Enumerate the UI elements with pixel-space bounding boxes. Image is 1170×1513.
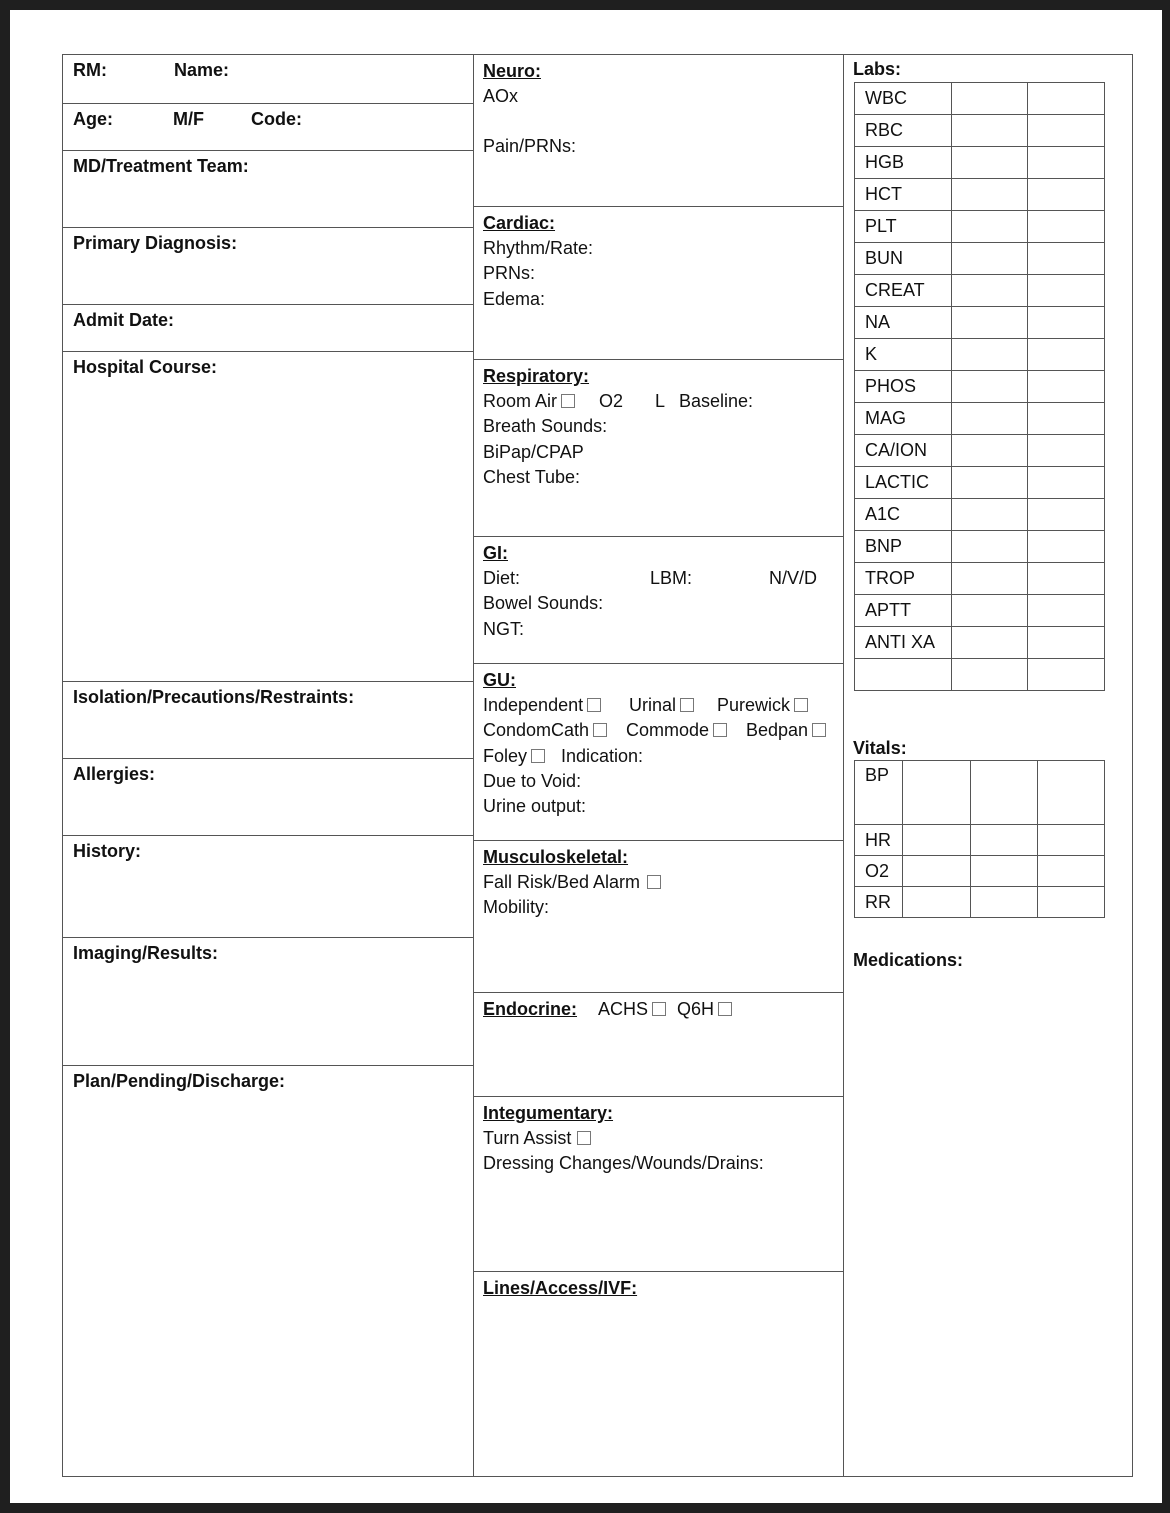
neuro-heading: Neuro: [483, 61, 541, 81]
urinal-label: Urinal [629, 695, 677, 715]
foley-label: Foley [483, 745, 528, 766]
lab-value-cell[interactable] [1028, 563, 1105, 595]
integumentary-heading: Integumentary: [483, 1103, 614, 1123]
lab-value-cell[interactable] [1028, 659, 1105, 691]
gu-heading: GU: [483, 670, 516, 690]
lines-heading: Lines/Access/IVF: [483, 1278, 638, 1298]
lab-value-cell[interactable] [1028, 467, 1105, 499]
pain-label: Pain/PRNs: [483, 136, 577, 157]
lab-name-cell: TROP [855, 563, 952, 595]
vital-value-cell[interactable] [970, 825, 1037, 856]
gi-heading: GI: [483, 543, 508, 563]
urinal-checkbox[interactable] [680, 698, 694, 712]
lab-value-cell[interactable] [951, 211, 1028, 243]
vital-name-cell: BP [855, 761, 903, 825]
lab-value-cell[interactable] [1028, 83, 1105, 115]
lab-value-cell[interactable] [1028, 211, 1105, 243]
lab-value-cell[interactable] [951, 147, 1028, 179]
musculoskeletal-section [474, 841, 843, 993]
baseline-label: Baseline: [679, 391, 754, 411]
lab-value-cell[interactable] [1028, 115, 1105, 147]
code-label: Code: [251, 109, 302, 129]
systems-column [473, 54, 844, 1477]
rhythm-label: Rhythm/Rate: [483, 238, 594, 258]
q6h-item [677, 997, 732, 1022]
lab-value-cell[interactable] [1028, 595, 1105, 627]
diet-line [483, 566, 843, 591]
vital-row [855, 856, 1105, 887]
lab-name-cell: RBC [855, 115, 952, 147]
lab-row [855, 403, 1105, 435]
lab-value-cell[interactable] [951, 371, 1028, 403]
gu-line-1 [483, 693, 843, 718]
report-sheet [10, 10, 1162, 1503]
endocrine-section [474, 993, 843, 1097]
hospital-course-section [63, 352, 473, 682]
fall-risk-line [483, 870, 843, 895]
lab-row [855, 531, 1105, 563]
bowel-sounds-label: Bowel Sounds: [483, 593, 604, 614]
imaging-label: Imaging/Results: [73, 943, 219, 963]
chest-tube-label: Chest Tube: [483, 466, 581, 487]
md-team-section [63, 151, 473, 228]
lab-value-cell[interactable] [1028, 435, 1105, 467]
vitals-table [854, 760, 1105, 918]
lab-row [855, 467, 1105, 499]
breath-sounds-label: Breath Sounds: [483, 416, 608, 437]
vital-value-cell[interactable] [1037, 887, 1104, 918]
vital-value-cell[interactable] [1037, 825, 1104, 856]
turn-assist-checkbox[interactable] [577, 1131, 591, 1145]
lab-row [855, 435, 1105, 467]
aox-label: AOx [483, 86, 519, 106]
lab-value-cell[interactable] [951, 467, 1028, 499]
lab-value-cell[interactable] [1028, 243, 1105, 275]
lab-value-cell[interactable] [951, 339, 1028, 371]
lab-value-cell[interactable] [1028, 339, 1105, 371]
lab-row [855, 179, 1105, 211]
cardiac-section [474, 207, 843, 360]
indication-label: Indication: [561, 745, 644, 766]
lab-name-cell: CREAT [855, 275, 952, 307]
lab-name-cell: K [855, 339, 952, 371]
patient-info-column [62, 54, 473, 1477]
edema-label: Edema: [483, 288, 546, 309]
admit-date-section [63, 305, 473, 352]
lab-name-cell: A1C [855, 499, 952, 531]
lab-value-cell[interactable] [951, 595, 1028, 627]
lab-value-cell[interactable] [951, 115, 1028, 147]
lab-row [855, 243, 1105, 275]
allergies-section [63, 759, 473, 836]
independent-checkbox[interactable] [587, 698, 601, 712]
mobility-label: Mobility: [483, 897, 550, 918]
vital-value-cell[interactable] [970, 887, 1037, 918]
neuro-section [474, 55, 843, 207]
vital-name-cell: O2 [855, 856, 903, 887]
vital-row [855, 887, 1105, 918]
lab-value-cell[interactable] [951, 435, 1028, 467]
commode-label: Commode [626, 720, 710, 741]
respiratory-section [474, 360, 843, 537]
lab-name-cell: ANTI XA [855, 627, 952, 659]
vital-name-cell: RR [855, 887, 903, 918]
plan-section [63, 1066, 473, 1476]
hospital-course-label: Hospital Course: [73, 357, 218, 377]
lbm-label: LBM: [650, 568, 693, 588]
lab-value-cell[interactable] [951, 499, 1028, 531]
age-row [63, 104, 473, 151]
lab-row [855, 627, 1105, 659]
purewick-label: Purewick [717, 695, 791, 715]
labs-vitals-column [844, 54, 1133, 1477]
achs-label: ACHS [598, 999, 649, 1019]
fall-risk-checkbox[interactable] [647, 875, 661, 889]
lines-section [474, 1272, 843, 1476]
allergies-label: Allergies: [73, 764, 156, 784]
turn-assist-line [483, 1126, 843, 1151]
endocrine-heading: Endocrine: [483, 999, 578, 1019]
liters-label: L [655, 391, 666, 411]
musculoskeletal-heading: Musculoskeletal: [483, 847, 629, 867]
commode-item [626, 718, 727, 743]
imaging-section [63, 938, 473, 1066]
vital-value-cell[interactable] [903, 761, 970, 825]
integumentary-section [474, 1097, 843, 1272]
respiratory-heading: Respiratory: [483, 366, 590, 386]
sex-label: M/F [173, 109, 204, 129]
lab-row [855, 83, 1105, 115]
lab-value-cell[interactable] [1028, 531, 1105, 563]
history-section [63, 836, 473, 938]
lab-row [855, 499, 1105, 531]
lab-row [855, 659, 1105, 691]
bedpan-checkbox[interactable] [812, 723, 826, 737]
lab-name-cell: BUN [855, 243, 952, 275]
lab-value-cell[interactable] [951, 531, 1028, 563]
lab-name-cell: APTT [855, 595, 952, 627]
vitals-heading: Vitals: [853, 738, 907, 758]
primary-diagnosis-section [63, 228, 473, 305]
labs-heading: Labs: [853, 59, 902, 79]
lab-name-cell: WBC [855, 83, 952, 115]
lab-value-cell[interactable] [951, 659, 1028, 691]
lab-name-cell: LACTIC [855, 467, 952, 499]
lab-value-cell[interactable] [1028, 147, 1105, 179]
history-label: History: [73, 841, 142, 861]
lab-value-cell[interactable] [951, 627, 1028, 659]
independent-label: Independent [483, 695, 584, 715]
vital-value-cell[interactable] [1037, 856, 1104, 887]
q6h-checkbox[interactable] [718, 1002, 732, 1016]
lab-value-cell[interactable] [951, 179, 1028, 211]
primary-diagnosis-label: Primary Diagnosis: [73, 233, 238, 253]
lab-name-cell: HCT [855, 179, 952, 211]
purewick-item [717, 693, 808, 718]
medications-heading: Medications: [853, 950, 964, 970]
lab-value-cell[interactable] [1028, 403, 1105, 435]
rm-name-row [63, 55, 473, 104]
vital-value-cell[interactable] [903, 887, 970, 918]
endocrine-line [483, 997, 843, 1022]
isolation-label: Isolation/Precautions/Restraints: [73, 687, 355, 707]
rm-label: RM: [73, 60, 107, 80]
q6h-label: Q6H [677, 999, 715, 1019]
urinal-item [629, 693, 694, 718]
lab-value-cell[interactable] [1028, 627, 1105, 659]
cardiac-heading: Cardiac: [483, 213, 556, 233]
gu-line-3 [483, 744, 843, 769]
lab-row [855, 563, 1105, 595]
vital-value-cell[interactable] [903, 825, 970, 856]
achs-checkbox[interactable] [652, 1002, 666, 1016]
ngt-label: NGT: [483, 618, 525, 639]
gu-section [474, 664, 843, 841]
lab-name-cell: NA [855, 307, 952, 339]
purewick-checkbox[interactable] [794, 698, 808, 712]
lab-row [855, 307, 1105, 339]
turn-assist-label: Turn Assist [483, 1128, 572, 1148]
nvd-label: N/V/D [769, 568, 818, 588]
room-air-checkbox[interactable] [561, 394, 575, 408]
lab-value-cell[interactable] [951, 307, 1028, 339]
achs-item [598, 997, 666, 1022]
lab-name-cell: CA/ION [855, 435, 952, 467]
diet-label: Diet: [483, 568, 521, 588]
condomcath-label: CondomCath [483, 720, 590, 741]
commode-checkbox[interactable] [713, 723, 727, 737]
lab-name-cell: PLT [855, 211, 952, 243]
lab-value-cell[interactable] [951, 403, 1028, 435]
vital-row [855, 825, 1105, 856]
lab-name-cell: BNP [855, 531, 952, 563]
isolation-section [63, 682, 473, 759]
lab-name-cell: MAG [855, 403, 952, 435]
lab-row [855, 595, 1105, 627]
vital-value-cell[interactable] [1037, 761, 1104, 825]
md-team-label: MD/Treatment Team: [73, 156, 249, 176]
gi-section [474, 537, 843, 664]
lab-value-cell[interactable] [951, 243, 1028, 275]
lab-row [855, 371, 1105, 403]
bipap-label: BiPap/CPAP [483, 441, 584, 462]
vital-value-cell[interactable] [903, 856, 970, 887]
due-to-void-label: Due to Void: [483, 770, 582, 791]
vital-value-cell[interactable] [970, 761, 1037, 825]
prns-label: PRNs: [483, 263, 536, 284]
urine-output-label: Urine output: [483, 796, 587, 817]
vital-value-cell[interactable] [970, 856, 1037, 887]
lab-value-cell[interactable] [1028, 179, 1105, 211]
lab-value-cell[interactable] [1028, 499, 1105, 531]
lab-value-cell[interactable] [951, 275, 1028, 307]
vital-row [855, 761, 1105, 825]
lab-row [855, 211, 1105, 243]
name-label: Name: [174, 60, 230, 80]
lab-value-cell[interactable] [1028, 371, 1105, 403]
vital-name-cell: HR [855, 825, 903, 856]
room-air-line [483, 389, 843, 414]
condomcath-checkbox[interactable] [593, 723, 607, 737]
room-air-label: Room Air [483, 391, 558, 411]
lab-name-cell: PHOS [855, 371, 952, 403]
foley-checkbox[interactable] [531, 749, 545, 763]
lab-row [855, 147, 1105, 179]
lab-value-cell[interactable] [951, 563, 1028, 595]
lab-value-cell[interactable] [1028, 307, 1105, 339]
lab-value-cell[interactable] [1028, 275, 1105, 307]
age-label: Age: [73, 109, 113, 129]
admit-date-label: Admit Date: [73, 310, 175, 330]
lab-row [855, 339, 1105, 371]
lab-row [855, 115, 1105, 147]
bedpan-label: Bedpan [746, 720, 809, 741]
bedpan-item [746, 718, 826, 743]
lab-row [855, 275, 1105, 307]
lab-name-cell: HGB [855, 147, 952, 179]
lab-value-cell[interactable] [951, 83, 1028, 115]
o2-label: O2 [599, 391, 624, 411]
dressing-label: Dressing Changes/Wounds/Drains: [483, 1153, 764, 1174]
fall-risk-label: Fall Risk/Bed Alarm [483, 872, 641, 892]
lab-name-cell [855, 659, 952, 691]
plan-label: Plan/Pending/Discharge: [73, 1071, 286, 1091]
labs-table [854, 82, 1105, 691]
gu-line-2 [483, 718, 843, 743]
